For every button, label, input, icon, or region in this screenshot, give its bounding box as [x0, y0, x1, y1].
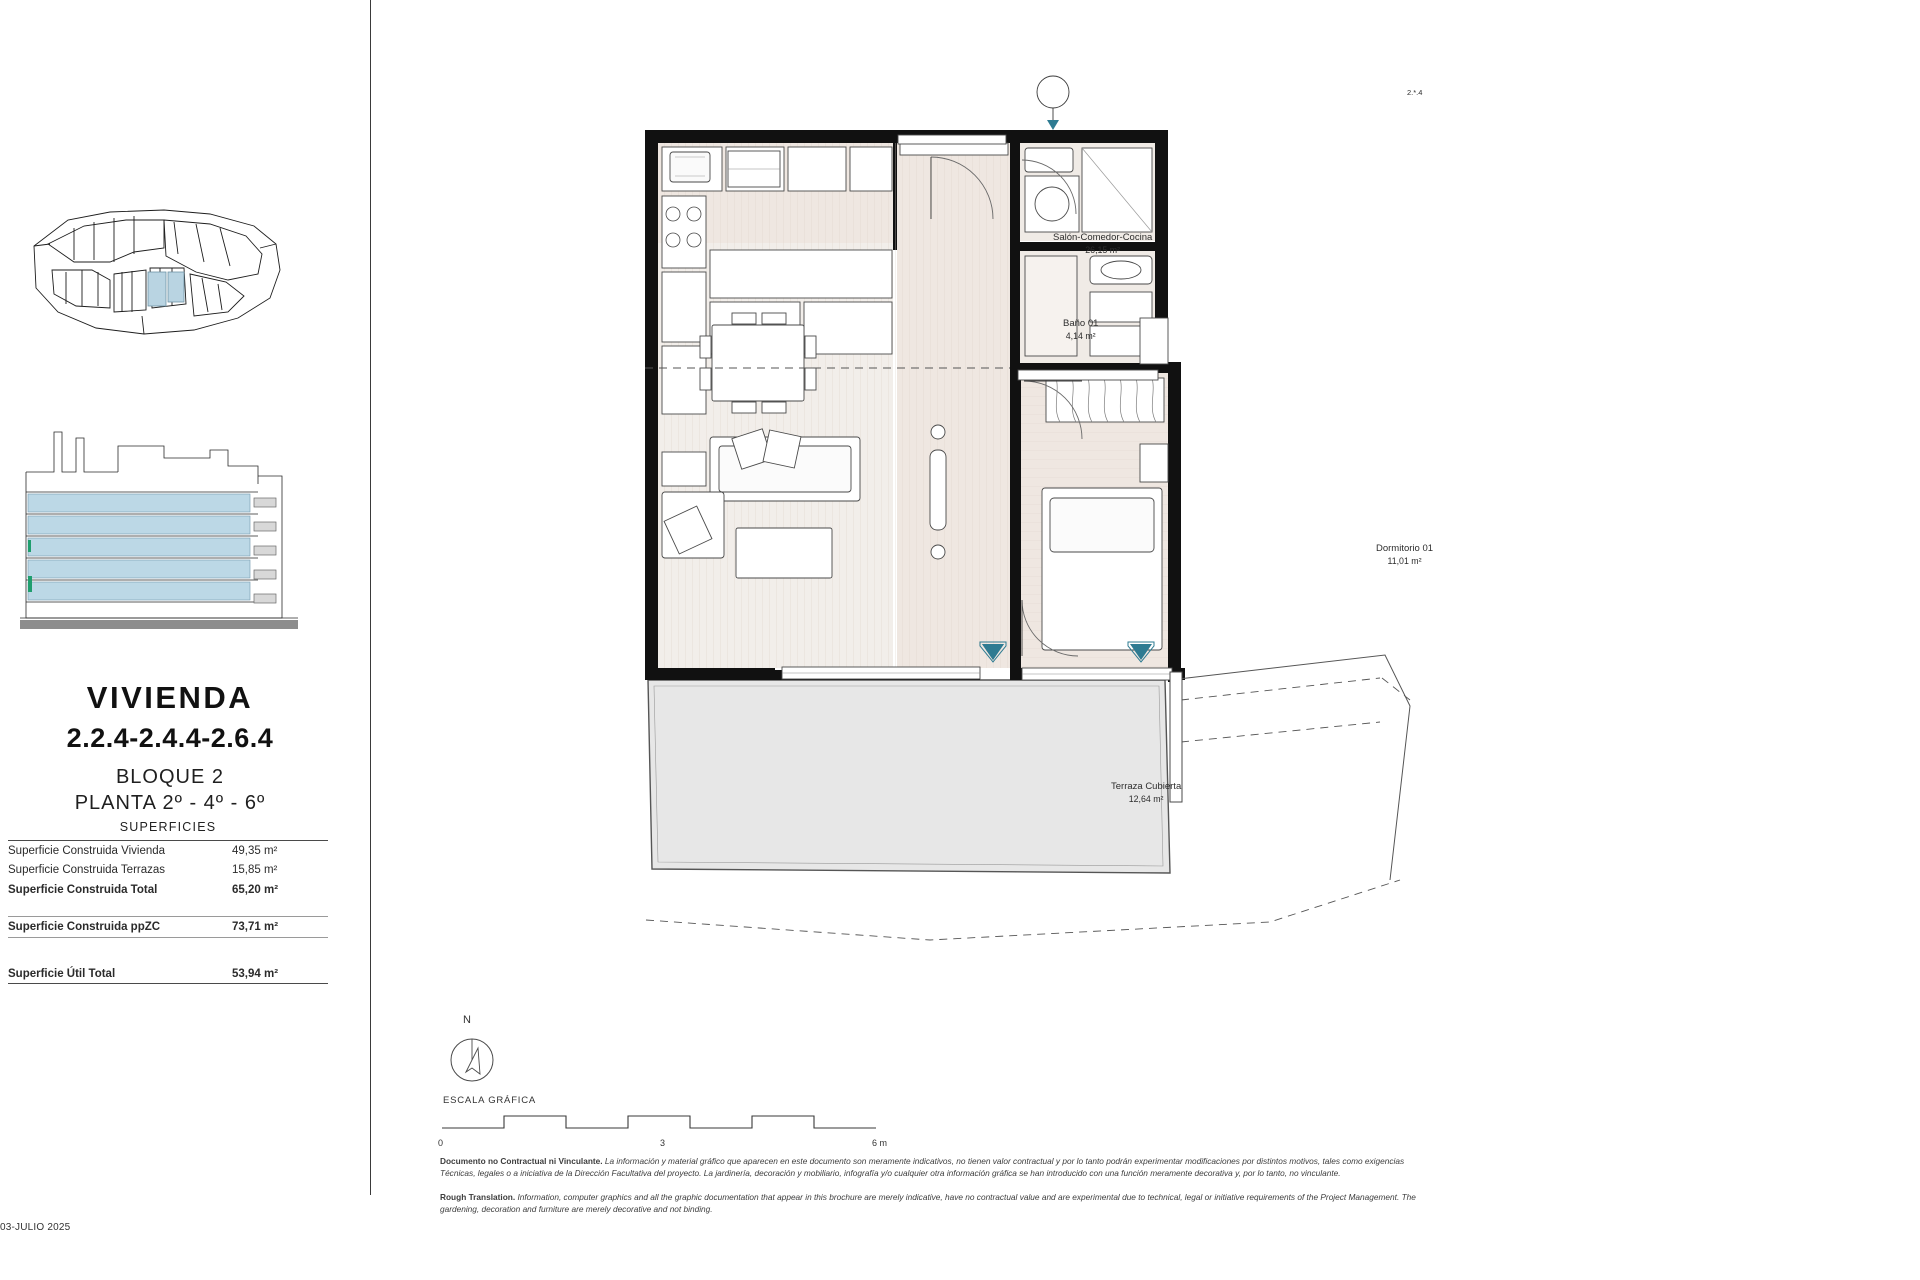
room-label-dormitorio: Dormitorio 01 11,01 m² — [1376, 543, 1434, 566]
scale-tick-6: 6 m — [872, 1138, 888, 1148]
scale-tick-0: 0 — [438, 1138, 444, 1148]
areas-heading: SUPERFICIES — [119, 820, 217, 834]
area-value: 53,94 m² — [232, 967, 279, 980]
floor-label: PLANTA 2º - 4º - 6º — [74, 792, 266, 814]
disclaimer-en-body: Information, computer graphics and all the graphic documentation that appear in this brochure are merely indicative, have no contractual value and are experimental due to technical, legal or initiative requirements of the Project Management. The gardening, decoration and furniture are merely decorative and not binding. — [440, 1192, 1416, 1215]
disclaimer-en — [440, 1191, 1440, 1215]
scale-bar-label: ESCALA GRÁFICA — [443, 1095, 537, 1106]
title-block — [0, 680, 340, 815]
table-row — [8, 964, 328, 983]
area-label: Superficie Construida Terrazas — [8, 864, 166, 877]
room-label-bano: Baño 01 4,14 m² — [1063, 318, 1099, 341]
area-label: Superficie Construida Total — [8, 883, 158, 896]
area-value: 15,85 m² — [232, 864, 278, 877]
unit-tag-label: 2.*.4 — [1407, 88, 1423, 97]
areas-table — [8, 820, 328, 984]
north-arrow-icon — [440, 1020, 520, 1100]
scale-tick-3: 3 — [660, 1138, 666, 1148]
table-row — [8, 841, 328, 860]
table-row — [8, 917, 328, 936]
disclaimer — [440, 1155, 1440, 1227]
area-label: Superficie Construida ppZC — [8, 921, 161, 934]
area-value: 65,20 m² — [232, 883, 279, 896]
floor-plan — [370, 0, 1920, 1280]
area-label: Superficie Construida Vivienda — [8, 845, 166, 857]
document-date: 03-JULIO 2025 — [0, 1222, 71, 1233]
disclaimer-es — [440, 1155, 1440, 1179]
disclaimer-en-title: Rough Translation. — [440, 1192, 516, 1203]
unit-reference-tag — [1037, 76, 1069, 130]
table-row — [8, 860, 328, 879]
table-row — [8, 880, 328, 899]
dining-set — [700, 313, 816, 413]
block-label: BLOQUE 2 — [115, 766, 225, 788]
disclaimer-es-body: La información y material gráfico que aparecen en este documento son meramente indicativos, no tienen valor contractual y por lo tanto podrán experimentar modificaciones por distintos motivos, tales como exigencias Técnicas, legales o a iniciativa de la Dirección Facultativa del proyecto. La jardinería, decoración y mobiliario, infografía y/o cualquier otra información gráfica se han introducido con una función meramente decorativa y, por lo tanto, no vinculante. — [440, 1156, 1405, 1179]
room-label-terraza: Terraza Cubierta 12,64 m² — [1111, 781, 1182, 804]
room-label-salon: Salón-Comedor-Cocina 26,15 m² — [1053, 232, 1153, 255]
left-info-panel — [0, 0, 370, 1280]
north-letter: N — [463, 1014, 471, 1026]
area-value: 49,35 m² — [232, 845, 278, 857]
unit-code: 2.2.4-2.4.4-2.6.4 — [66, 723, 274, 753]
area-value: 73,71 m² — [232, 921, 279, 934]
area-label: Superficie Útil Total — [8, 967, 116, 980]
divider — [8, 983, 328, 984]
disclaimer-es-title: Documento no Contractual ni Vinculante. — [440, 1156, 603, 1166]
graphic-scale-bar — [440, 1112, 910, 1136]
key-plan-thumbnail — [14, 200, 294, 345]
terrace-slab — [648, 680, 1170, 873]
page-title: VIVIENDA — [86, 680, 254, 715]
elevation-thumbnail — [14, 380, 304, 635]
